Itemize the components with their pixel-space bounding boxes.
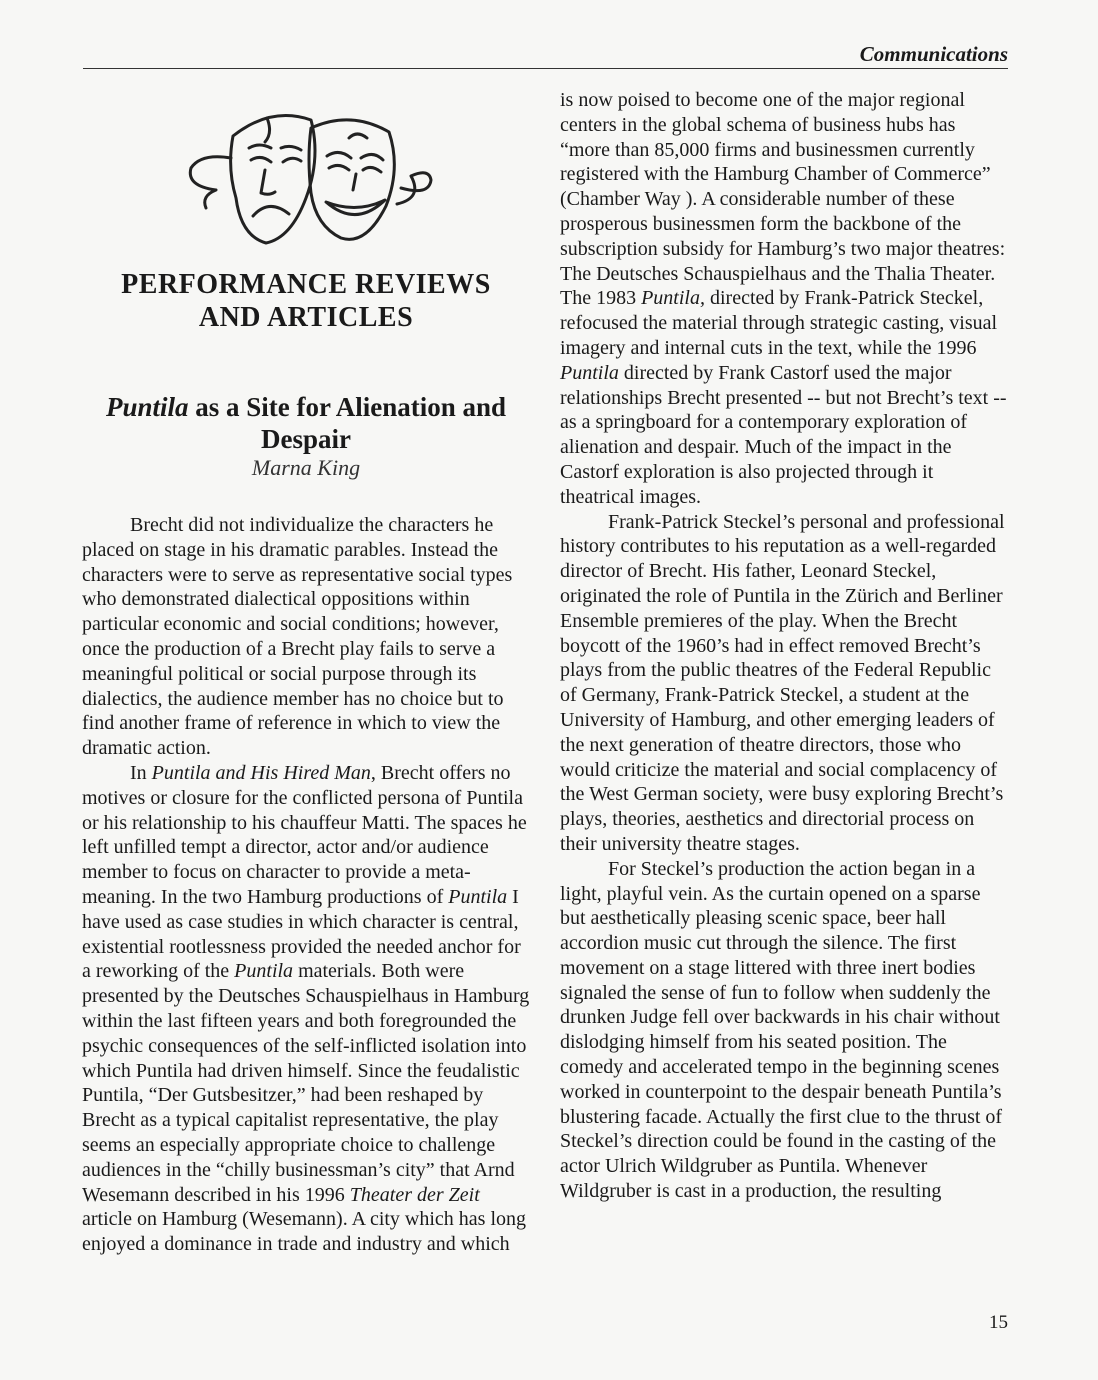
paragraph: Brecht did not individualize the characters he placed on stage in his dramatic parables. Instead the characters were to serve as representative social types who demonstrated dialectical oppositions within particular economic and social conditions; however, once the production of a Brecht play fails to serve a meaningful political or social purpose through its dialectics, the audience member has no choice but to find another frame of reference in which to view the dramatic action. [82, 514, 513, 760]
paragraph: Frank-Patrick Steckel’s personal and professional history contributes to his reputation as a well-regarded director of Brecht. His father, Leonard Steckel, originated the role of Puntila in the Zürich and Berliner Ensemble premieres of the play. When the Brecht boycott of the 1960’s had in effect removed Brecht’s plays from the public theatres of the Federal Republic of Germany, Frank-Patrick Steckel, a student at the University of Hamburg, and other emerging leaders of the next generation of theatre directors, those who would criticize the material and social complacency of the West German society, were busy exploring Brecht’s plays, theories, aesthetics and directorial process on their university theatre stages. [560, 510, 1005, 855]
paragraph [82, 761, 530, 1257]
running-head: Communications [859, 42, 1008, 66]
header-rule [83, 68, 1008, 69]
text-run: In [130, 761, 152, 784]
text-run: , Brecht offers no motives or closure for the conflicted persona of Puntila or his relationship to his chauffeur Matti. The spaces he left unfilled tempt a director, actor and/or audience member to focus on character to provide a meta-meaning. In the two Hamburg productions of [82, 761, 527, 908]
article-title-line2: Despair [261, 424, 351, 454]
article-title-italic: Puntila [105, 392, 189, 422]
italic-title: Theater der Zeit [349, 1183, 480, 1206]
italic-title: Puntila and His Hired Man [151, 761, 371, 784]
right-column [560, 88, 1008, 1204]
text-run: directed by Frank-Patrick Steckel, refocused the material through strategic casting, visual imagery and internal cuts in the text, while the 1996 [560, 287, 998, 359]
italic-title: Puntila [560, 361, 619, 384]
section-title-line2: AND ARTICLES [198, 302, 414, 333]
paragraph: For Steckel’s production the action began in a light, playful vein. As the curtain opened on a sparse but aesthetically pleasing scenic space, beer hall accordion music cut through the silence. The first movement on a stage littered with three inert bodies signaled the sense of fun to follow when suddenly the drunken Judge fell over backwards in his chair without dislodging himself from his seated position. The comedy and accelerated tempo in the beginning scenes worked in counterpoint to the despair beneath Puntila’s blustering facade. Actually the first clue to the thrust of Steckel’s direction could be found in the casting of the actor Ulrich Wildgruber as Puntila. Whenever Wildgruber is cast in a production, the resulting [560, 857, 1003, 1203]
italic-title: Puntila [448, 885, 508, 908]
page-number: 15 [989, 1312, 1008, 1333]
article-title-line1 [82, 391, 530, 423]
text-run: materials. Both were presented by the Deutsches Schauspielhaus in Hamburg within the last fifteen years and both foregrounded the psychic consequences of the self-inflicted isolation into which Puntila had driven himself. Since the feudalistic Puntila, “Der Gutsbesitzer,” had been reshaped by Brecht as a typical capitalist representative, the play seems an especially appropriate choice to challenge audiences in the “chilly businessman’s city” that Arnd Wesemann described in his 1996 [82, 960, 530, 1206]
section-title-line1: PERFORMANCE REVIEWS [121, 269, 491, 300]
text-run: I have used as case studies in which character is central, existential rootlessness provided the needed anchor for a reworking of the [82, 885, 521, 983]
comedy-tragedy-masks-icon [161, 98, 451, 248]
text-run: directed by Frank Castorf used the major relationships Brecht presented -- but not Brecht’s text -- as a springboard for a contemporary exploration of alienation and despair. Much of the impact in the Castorf exploration is also projected through it theatrical images. [560, 361, 1007, 508]
section-title [82, 268, 530, 334]
italic-title: Puntila [234, 960, 294, 983]
left-column [82, 88, 530, 1257]
article-title [82, 391, 530, 455]
text-run: is now poised to become one of the major regional centers in the global schema of business hubs has “more than 85,000 firms and businessmen currently registered with the Hamburg Chamber of Commerce” (Chamber Way ). A considerable number of these prosperous businessmen form the backbone of the subscription subsidy for Hamburg’s two major theatres: The Deutsches Schauspielhaus and the Thalia Theater. The 1983 [560, 89, 1006, 310]
article-author: Marna King [251, 455, 361, 480]
paragraph [560, 88, 1008, 510]
article-title-rest: as a Site for Alienation and [188, 392, 507, 422]
italic-title: Puntila, [641, 287, 705, 310]
text-run: article on Hamburg (Wesemann). A city which has long enjoyed a dominance in trade and industry and which [82, 1208, 527, 1256]
